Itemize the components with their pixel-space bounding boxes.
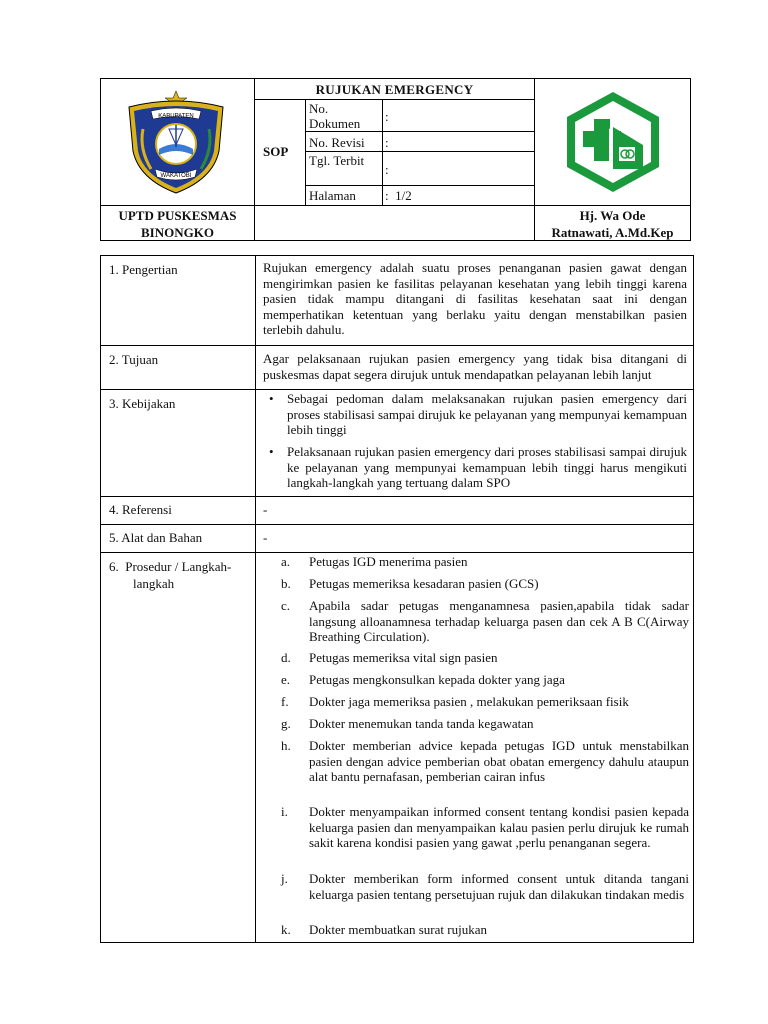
step-text: Dokter memberian advice kepada petugas IGD untuk menstabilkan pasien dengan advice pemberian obat obatan emergency dahulu ataupun alat bantu pernafasan, pemberian cairan infus (309, 738, 689, 784)
org-name (101, 207, 254, 241)
wakatobi-regency-logo (121, 89, 231, 197)
step-letter: a. (281, 554, 291, 569)
logo-text-kabupaten: KABUPATEN (158, 113, 194, 120)
sop-label: SOP (263, 144, 289, 159)
section-label-kebijakan: 3. Kebijakan (109, 396, 176, 411)
step-letter: d. (281, 650, 291, 665)
signer-name-line2: Ratnawati, A.Md.Kep (551, 225, 674, 240)
kebijakan-bullet-text: Sebagai pedoman dalam melaksanakan rujukan pasien emergency dari proses stabilisasi sampai dirujuk ke pelayanan yang mempunyai kemampuan lebih tinggi (287, 391, 688, 437)
org-name-line1: UPTD PUSKESMAS (118, 208, 237, 223)
kebijakan-bullet (269, 444, 687, 490)
step-text: Petugas memeriksa vital sign pasien (309, 650, 498, 665)
step-letter: k. (281, 922, 291, 937)
step-text: Dokter menemukan tanda tanda kegawatan (309, 716, 534, 731)
step-letter: c. (281, 598, 291, 613)
field-value-halaman: : 1/2 (385, 188, 412, 203)
step-text: Dokter menyampaikan informed consent tentang kondisi pasien kepada keluarga pasien dan menyampaikan kalau pasien perlu dirujuk ke rumah sakit karena kondisi pasien yang gawat ,perlu penanganan segera. (309, 804, 689, 850)
step-text: Petugas mengkonsulkan kepada dokter yang jaga (309, 672, 565, 687)
field-value-no-dokumen: : (385, 109, 389, 124)
section-text-pengertian: Rujukan emergency adalah suatu proses penanganan pasien gawat dengan mengirimkan pasien ke fasilitas pelayanan kesehatan yang lebih tinggi karena pasien tidak mampu ditangani di fasilitas kesehatan saat ini dengan memperhatikan ketentuan yang berlaku yaitu dengan menstabilkan pasien terlebih dahulu. (263, 260, 687, 337)
step-text: Dokter membuatkan surat rujukan (309, 922, 487, 937)
step-text: Apabila sadar petugas menganamnesa pasien,apabila tidak sadar langsung alloanamnesa terhadap keluarga pasen dan cek A B C(Airway Breathing Circulation). (309, 598, 689, 644)
section-label-prosedur (109, 558, 231, 592)
signer-name-line1: Hj. Wa Ode (579, 208, 646, 223)
field-label-halaman: Halaman (309, 188, 356, 203)
field-value-no-revisi: : (385, 135, 389, 150)
step-letter: b. (281, 576, 291, 591)
step-letter: h. (281, 738, 291, 753)
header-table (100, 78, 691, 241)
section-label-tujuan: 2. Tujuan (109, 352, 159, 367)
step-text: Dokter memberikan form informed consent untuk ditanda tangani keluarga pasien tentang persetujuan rujuk dan dilakukan tindakan medis (309, 871, 689, 902)
section-label-prosedur-line2: langkah (133, 576, 175, 591)
field-value-tgl-terbit: : (385, 162, 389, 177)
step-text: Petugas IGD menerima pasien (309, 554, 468, 569)
step-letter: f. (281, 694, 289, 709)
sop-content-table (100, 255, 694, 943)
section-value-alat-bahan: - (263, 530, 268, 545)
section-label-pengertian: 1. Pengertian (109, 262, 178, 277)
kebijakan-bullet (269, 391, 687, 437)
step-text: Dokter jaga memeriksa pasien , melakukan pemeriksaan fisik (309, 694, 629, 709)
step-letter: j. (281, 871, 288, 886)
step-letter: e. (281, 672, 291, 687)
bullet-icon: • (269, 391, 274, 406)
step-letter: g. (281, 716, 291, 731)
section-label-alat-bahan: 5. Alat dan Bahan (109, 530, 203, 545)
org-name-line2: BINONGKO (141, 225, 214, 240)
puskesmas-logo (561, 89, 665, 195)
step-text: Petugas memeriksa kesadaran pasien (GCS) (309, 576, 539, 591)
logo-text-wakatobi: WAKATOBI (160, 173, 192, 179)
kebijakan-bullet-text: Pelaksanaan rujukan pasien emergency dari proses stabilisasi sampai dirujuk ke pelayanan yang mempunyai kemampuan lebih tinggi harus mengikuti langkah-langkah yang tertuang dalam SPO (287, 444, 687, 490)
section-label-referensi: 4. Referensi (109, 502, 172, 517)
signer-name (535, 207, 690, 241)
field-label-no-revisi: No. Revisi (309, 135, 365, 150)
section-text-tujuan: Agar pelaksanaan rujukan pasien emergency yang tidak bisa ditangani di puskesmas dapat segera dirujuk untuk mendapatkan pelayanan lebih lanjut (263, 351, 687, 382)
step-letter: i. (281, 804, 288, 819)
section-value-referensi: - (263, 502, 268, 517)
field-label-no-dokumen: No. Dokumen (309, 101, 361, 131)
field-label-tgl-terbit: Tgl. Terbit (309, 153, 365, 168)
document-title: RUJUKAN EMERGENCY (315, 82, 474, 97)
section-label-prosedur-line1: 6. Prosedur / Langkah- (109, 559, 232, 574)
bullet-icon: • (269, 444, 274, 459)
